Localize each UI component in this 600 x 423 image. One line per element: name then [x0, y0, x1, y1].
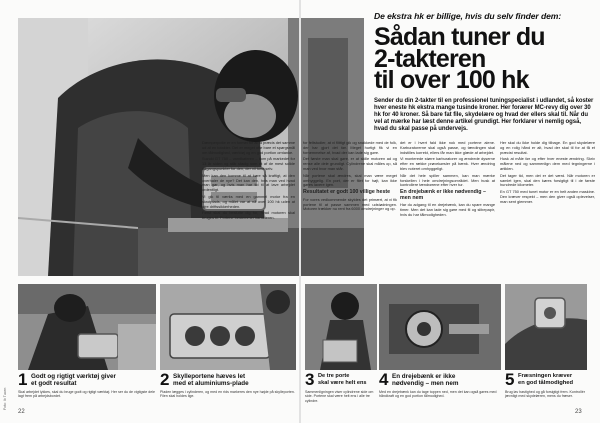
- photo-1: [18, 284, 156, 370]
- caption-text: Skal arbejdet lykkes, skal du bruge godt og rigtigt værktøj. Her ser du de vigtigste dele lagt frem på arbejdsbordet.: [18, 390, 156, 399]
- body-paragraph: Har du adgang til en drejebænk, kan du spare mange timer. Men det kan lade sig gøre med fil og slibepapir, hvis du har tålmodigheden.: [400, 202, 495, 218]
- caption-number: 4: [379, 370, 389, 389]
- caption-title-line: et godt resultat: [31, 380, 77, 387]
- page-gutter: [299, 0, 301, 423]
- body-paragraph: Husk at måle før og efter hver eneste ændring. Skriv målene ned og sammenlign dem med tegningerne i artiklen.: [500, 156, 595, 172]
- caption-number: 3: [305, 370, 315, 389]
- headline: [374, 23, 596, 94]
- photo-4-illustration: [379, 284, 501, 370]
- body-paragraph: For vores vedkommende skyldes det primært, at vi fik portene til at passe sammen med udstødningen. Motoren trækker nu rent fra 6000 omdrejninger og op.: [303, 196, 397, 212]
- caption-title-line: En drejebænk er ikke: [392, 373, 456, 380]
- page-number-left: 22: [18, 409, 25, 415]
- photo-credit: Foto: Ib Tuxen: [3, 387, 7, 410]
- photo-3: [305, 284, 377, 370]
- photo-2-illustration: [160, 284, 296, 370]
- headline-line-1: Sådan tuner du: [374, 23, 545, 51]
- caption-title-line: skal være helt ens: [318, 380, 367, 386]
- photo-5: [505, 284, 587, 370]
- body-paragraph: for feltstudier, at vi flittigt gik og snakkede med de folk, der har gjort det før. Meget hurtigt fik vi en fornemmelse af, hvad der kan lade sig gøre.: [303, 140, 397, 155]
- caption-title: [518, 373, 573, 387]
- body-paragraph: Det tager tid, men det er det værd. Når motoren er samlet igen, skal den køres forsigtigt til i de første hundrede kilometer.: [500, 172, 595, 188]
- body-column-1: [202, 141, 295, 223]
- body-paragraph: Suzuki GT 750 – vandkøleren – kom på markedet for 13 år siden og står stadig som et af de mest solide udgangspunkter for den, der vil tune selv.: [202, 156, 295, 172]
- body-column-3: [400, 141, 495, 220]
- body-paragraph: Her skal du ikke holde dig tilbage. En god skydelære og en rolig hånd er alt, hvad der skal til for at få et præcist resultat.: [500, 140, 595, 155]
- lede: Sender du din 2-takter til en professionel tuningspecialist i udlandet, så koster hver eneste hk ekstra mange tusinde kroner. Her forærer MC-revy dig over 30 hk for 40 kroner. Så bare fat file, skydelære og hvad der ellers skal til. Når du vel at mærke har læst denne artikel grundigt. Her forklarer vi nemlig også, hvad du skal passe på undervejs.: [374, 98, 594, 133]
- caption-title-line: Skylleportene hæves let: [173, 373, 246, 380]
- photo-5-illustration: [505, 284, 587, 370]
- body-paragraph: Men kan den komme til at køre så kraftigt, at den overhaler de nye? Det kan den, hvis man ved hvad man gør, og hvis man har tid til at lave arbejdet ordentligt.: [202, 172, 295, 193]
- caption-title: [31, 373, 116, 387]
- caption-title-line: med et aluminiums-plade: [173, 380, 249, 387]
- caption-number: 5: [505, 370, 515, 389]
- caption-title-line: Fræsningen kræver: [518, 373, 573, 379]
- caption-text: Brug lav hastighed og gå forsigtigt frem. Kontrollér jævnligt med skydelæren, mens du fræser.: [505, 390, 585, 399]
- body-paragraph: Det første man skal gøre, er at skille motoren ad og rense alle dele grundigt. Cylindrene skal måles op, så man ved hvor man står.: [303, 156, 397, 172]
- body-column-4: [500, 141, 595, 206]
- body-paragraph: Vi gik til værks med en gammel motor fra en skrotplads, og målet var at nå over 100 hk uden at ofre driftssikkerheden.: [202, 193, 295, 209]
- caption-title-line: en god tålmodighed: [518, 380, 574, 386]
- caption-text: Pladen lægges i cylinderen, og med en rids markeres den nye højde på skylleporten. Filen skal holdes lige.: [160, 390, 295, 399]
- caption-title-line: De tre porte: [318, 373, 350, 379]
- caption-number: 2: [160, 370, 170, 389]
- headline-line-3: til over 100 hk: [374, 66, 529, 94]
- caption-text: Med en drejebænk kan du tage toppen ned, men det kan også gøres med håndkraft og en god portion tålmodighed.: [379, 390, 497, 399]
- photo-2: [160, 284, 296, 370]
- kicker: De ekstra hk er billige, hvis du selv finder dem:: [374, 11, 562, 21]
- caption-number: 1: [18, 370, 28, 389]
- body-paragraph: Når portene skal ændres, skal man være meget omhyggelig. En port, der er filet for højt, kan ikke gøres lavere igen.: [303, 172, 397, 188]
- subheading: En drejebænk er ikke nødvendig – men nem: [400, 189, 486, 201]
- body-paragraph: Når det hele spiller sammen, kan man mærke forskellen i hele omdrejningsområdet. Men husk at kontrollere tændrørene efter hver tur.: [400, 172, 495, 188]
- photo-1-illustration: [18, 284, 156, 370]
- body-paragraph: Først skal du beslutte dig for, hvad motoren skal bruges til. Portene bestemmer karakteren.: [202, 210, 295, 220]
- caption-text: Sammenligningen viser cylindrene side om side. Portene skal være helt ens i alle tre cylindre.: [305, 390, 374, 403]
- body-paragraph: Dæmperpotte er en formel for at få præcis det samme ud af en totakter. Det er meget ofte bare et spørgsmål om tålmodighed, værktøj og en god portion omtanke.: [202, 140, 295, 155]
- body-column-2: [303, 141, 397, 214]
- subheading: Resultatet er godt 100 villige heste: [303, 189, 391, 196]
- caption-title-line: Godt og rigtigt værktøj giver: [31, 373, 117, 380]
- caption-title: [392, 373, 458, 387]
- caption-title: [318, 373, 367, 387]
- photo-3-illustration: [305, 284, 377, 370]
- headline-line-2: 2-takteren: [374, 44, 486, 73]
- page-number-right: 23: [575, 409, 582, 415]
- body-paragraph: det er i hvert fald ikke nok med portene alene. Karburatorerne skal også passe, og tændingen skal indstilles korrekt, ellers får man ikke glæde af arbejdet.: [400, 140, 495, 155]
- body-paragraph: Vi monterede større karburatorer og ændrede dyserne efter en række prøvekørsler på bænk. Hver ændring blev noteret omhyggeligt.: [400, 156, 495, 172]
- caption-title-line: nødvendig – men nem: [392, 380, 459, 387]
- caption-title: [173, 373, 249, 387]
- body-paragraph: En GT 750 med tunet motor er en helt anden maskine. Den kræver respekt – men den giver også oplevelser, man sent glemmer.: [500, 188, 595, 204]
- photo-4: [379, 284, 501, 370]
